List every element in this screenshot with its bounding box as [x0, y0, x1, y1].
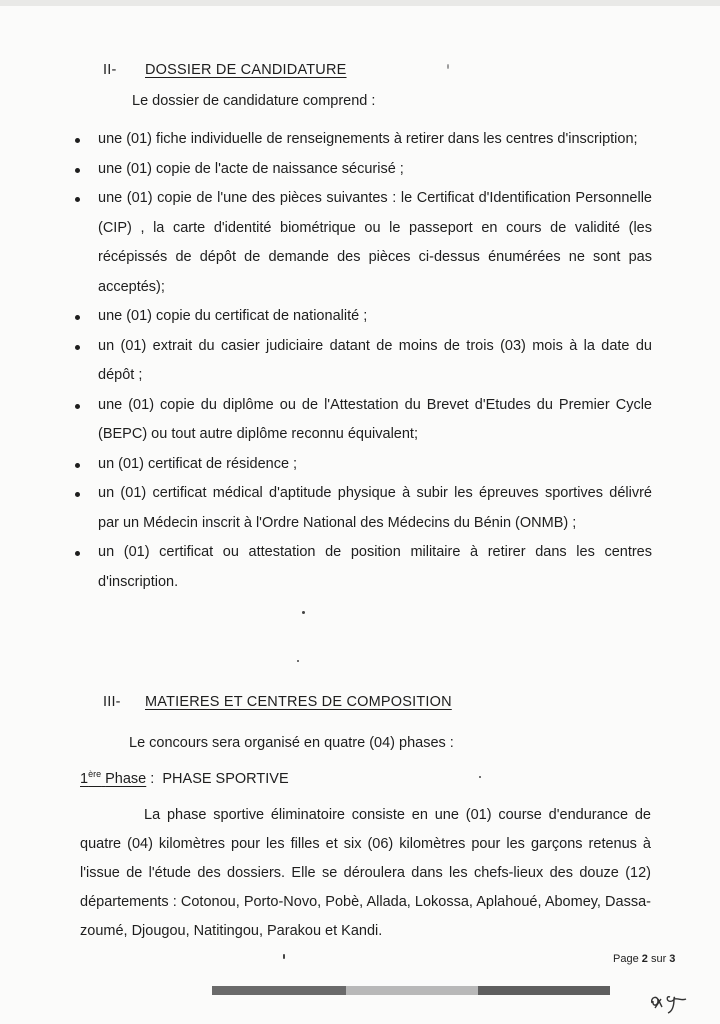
section-2-number: II- — [103, 62, 117, 78]
scan-bar-middle — [346, 986, 478, 995]
scan-speck — [283, 954, 285, 959]
section-3-number: III- — [103, 694, 121, 710]
list-item: un (01) extrait du casier judiciaire datant de moins de trois (03) mois à la date du dépôt ; — [80, 332, 652, 391]
list-item: une (01) copie de l'acte de naissance sécurisé ; — [80, 155, 652, 185]
section-2-intro: Le dossier de candidature comprend : — [132, 93, 376, 109]
scan-speck — [297, 660, 299, 662]
list-item: une (01) copie du diplôme ou de l'Attestation du Brevet d'Etudes du Premier Cycle (BEPC) ou tout autre diplôme reconnu équivalent; — [80, 391, 652, 450]
section-2-title: DOSSIER DE CANDIDATURE — [145, 62, 347, 78]
phase-1-paragraph: La phase sportive éliminatoire consiste en une (01) course d'endurance de quatre (04) kilomètres pour les filles et six (06) kilomètres pour les garçons retenus à l'issue de l'étude des dossiers. Elle se déroulera dans les chefs-lieux des douze (12) départements : Cotonou, Porto-Novo, Pobè, Allada, Lokossa, Aplahoué, Abomey, Dassa-zoumé, Djougou, Natitingou, Parakou et Kandi. — [80, 807, 651, 939]
scan-bar-right — [478, 986, 610, 995]
section-3-heading — [103, 694, 452, 710]
list-item: une (01) fiche individuelle de renseignements à retirer dans les centres d'inscription; — [80, 125, 652, 155]
section-2-heading — [103, 62, 347, 78]
list-item: un (01) certificat de résidence ; — [80, 450, 652, 480]
scan-speck — [479, 776, 481, 778]
phase-1-label: 1ère Phase — [80, 769, 147, 787]
list-item: un (01) certificat médical d'aptitude physique à subir les épreuves sportives délivré par un Médecin inscrit à l'Ordre National des Médecins du Bénin (ONMB) ; — [80, 479, 652, 538]
list-item: une (01) copie de l'une des pièces suivantes : le Certificat d'Identification Personnelle (CIP) , la carte d'identité biométrique ou le passeport en cours de validité (les récépissés de dépôt de demande des pièces ci-dessus énumérées ne sont pas acceptés); — [80, 184, 652, 302]
scan-speck — [302, 611, 305, 614]
phase-1-name: PHASE SPORTIVE — [162, 770, 289, 787]
scan-top-band — [0, 0, 720, 6]
scan-bar-left — [212, 986, 346, 995]
section-3-title: MATIERES ET CENTRES DE COMPOSITION — [145, 694, 452, 710]
list-item: un (01) certificat ou attestation de position militaire à retirer dans les centres d'inscription. — [80, 538, 652, 597]
list-item: une (01) copie du certificat de nationalité ; — [80, 302, 652, 332]
section-3-intro: Le concours sera organisé en quatre (04) phases : — [129, 735, 454, 751]
scan-speck — [447, 64, 449, 69]
page-number: Page 2 sur 3 — [613, 953, 676, 965]
initials-signature — [646, 989, 694, 1015]
phase-1-heading: 1ère Phase : PHASE SPORTIVE — [80, 769, 289, 787]
requirements-list — [80, 125, 652, 597]
